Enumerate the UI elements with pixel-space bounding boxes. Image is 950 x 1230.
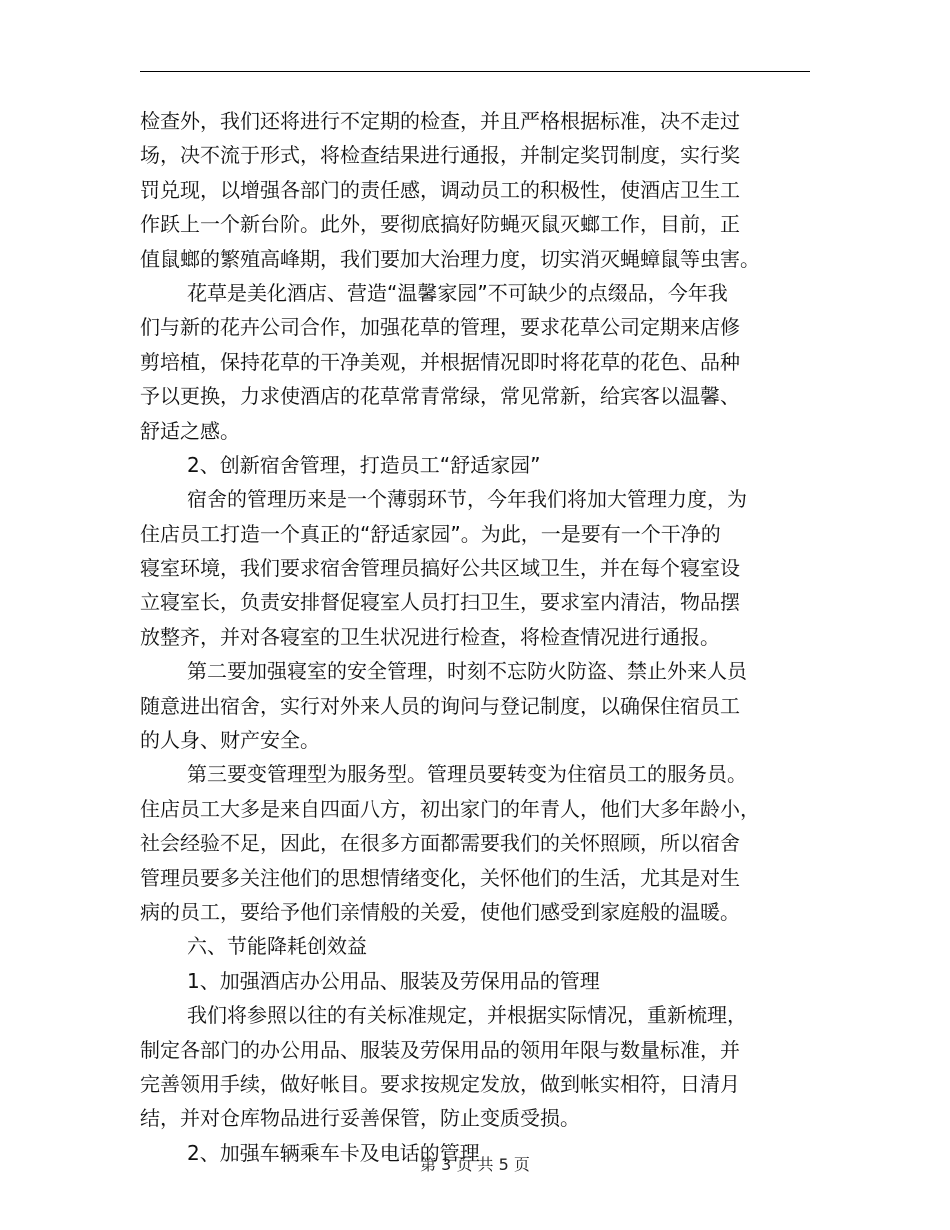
text-line: 检查外，我们还将进行不定期的检查，并且严格根据标准，决不走过 <box>140 109 740 133</box>
text-line: 社会经验不足，因此，在很多方面都需要我们的关怀照顾，所以宿舍 <box>140 831 740 856</box>
page-footer: 第 3 页 共 5 页 <box>420 1155 530 1174</box>
text-line: 第三要变管理型为服务型。管理员要转变为住宿员工的服务员。 <box>187 762 747 787</box>
text-line: 舒适之感。 <box>140 418 240 443</box>
document-body <box>140 104 830 1170</box>
text-line: 制定各部门的办公用品、服装及劳保用品的领用年限与数量标准，并 <box>140 1037 740 1062</box>
text-line: 1、加强酒店办公用品、服装及劳保用品的管理 <box>187 968 600 993</box>
text-line: 六、节能降耗创效益 <box>187 934 367 959</box>
text-line: 的人身、财产安全。 <box>140 728 320 753</box>
text-line: 寝室环境，我们要求宿舍管理员搞好公共区域卫生，并在每个寝室设 <box>140 556 740 581</box>
text-line: 立寝室长，负责安排督促寝室人员打扫卫生，要求室内清洁，物品摆 <box>140 590 740 615</box>
text-line: 们与新的花卉公司合作，加强花草的管理，要求花草公司定期来店修 <box>140 315 740 340</box>
text-line: 住店员工大多是来自四面八方，初出家门的年青人，他们大多年龄小， <box>140 796 760 821</box>
header-rule <box>140 71 810 72</box>
text-line: 第二要加强寝室的安全管理，时刻不忘防火防盗、禁止外来人员 <box>187 659 747 684</box>
text-line: 住店员工打造一个真正的“舒适家园”。为此，一是要有一个干净的 <box>140 521 721 546</box>
text-line: 作跃上一个新台阶。此外，要彻底搞好防蝇灭鼠灭螂工作，目前，正 <box>140 212 740 237</box>
text-line: 随意进出宿舍，实行对外来人员的询问与登记制度，以确保住宿员工 <box>140 693 740 718</box>
text-line: 我们将参照以往的有关标准规定，并根据实际情况，重新梳理， <box>187 1003 747 1028</box>
text-line: 结，并对仓库物品进行妥善保管，防止变质受损。 <box>140 1106 580 1131</box>
text-line: 值鼠螂的繁殖高峰期，我们要加大治理力度，切实消灭蝇蟑鼠等虫害。 <box>140 246 760 271</box>
text-line: 宿舍的管理历来是一个薄弱环节，今年我们将加大管理力度，为 <box>187 487 747 512</box>
text-line: 罚兑现，以增强各部门的责任感，调动员工的积极性，使酒店卫生工 <box>140 177 740 202</box>
text-line: 完善领用手续，做好帐目。要求按规定发放，做到帐实相符，日清月 <box>140 1071 740 1096</box>
text-line: 放整齐，并对各寝室的卫生状况进行检查，将检查情况进行通报。 <box>140 624 720 649</box>
text-line: 管理员要多关注他们的思想情绪变化，关怀他们的生活，尤其是对生 <box>140 865 740 890</box>
text-line: 予以更换，力求使酒店的花草常青常绿，常见常新，给宾客以温馨、 <box>140 384 740 409</box>
text-line: 2、创新宿舍管理，打造员工“舒适家园” <box>187 452 541 477</box>
text-line: 场，决不流于形式，将检查结果进行通报，并制定奖罚制度，实行奖 <box>140 143 740 168</box>
text-line: 2、加强车辆乘车卡及电话的管理 <box>187 1140 480 1165</box>
text-line: 剪培植，保持花草的干净美观，并根据情况即时将花草的花色、品种 <box>140 349 740 374</box>
text-line: 病的员工，要给予他们亲情般的关爱，使他们感受到家庭般的温暖。 <box>140 899 740 924</box>
text-line: 花草是美化酒店、营造“温馨家园”不可缺少的点缀品，今年我 <box>187 280 728 305</box>
